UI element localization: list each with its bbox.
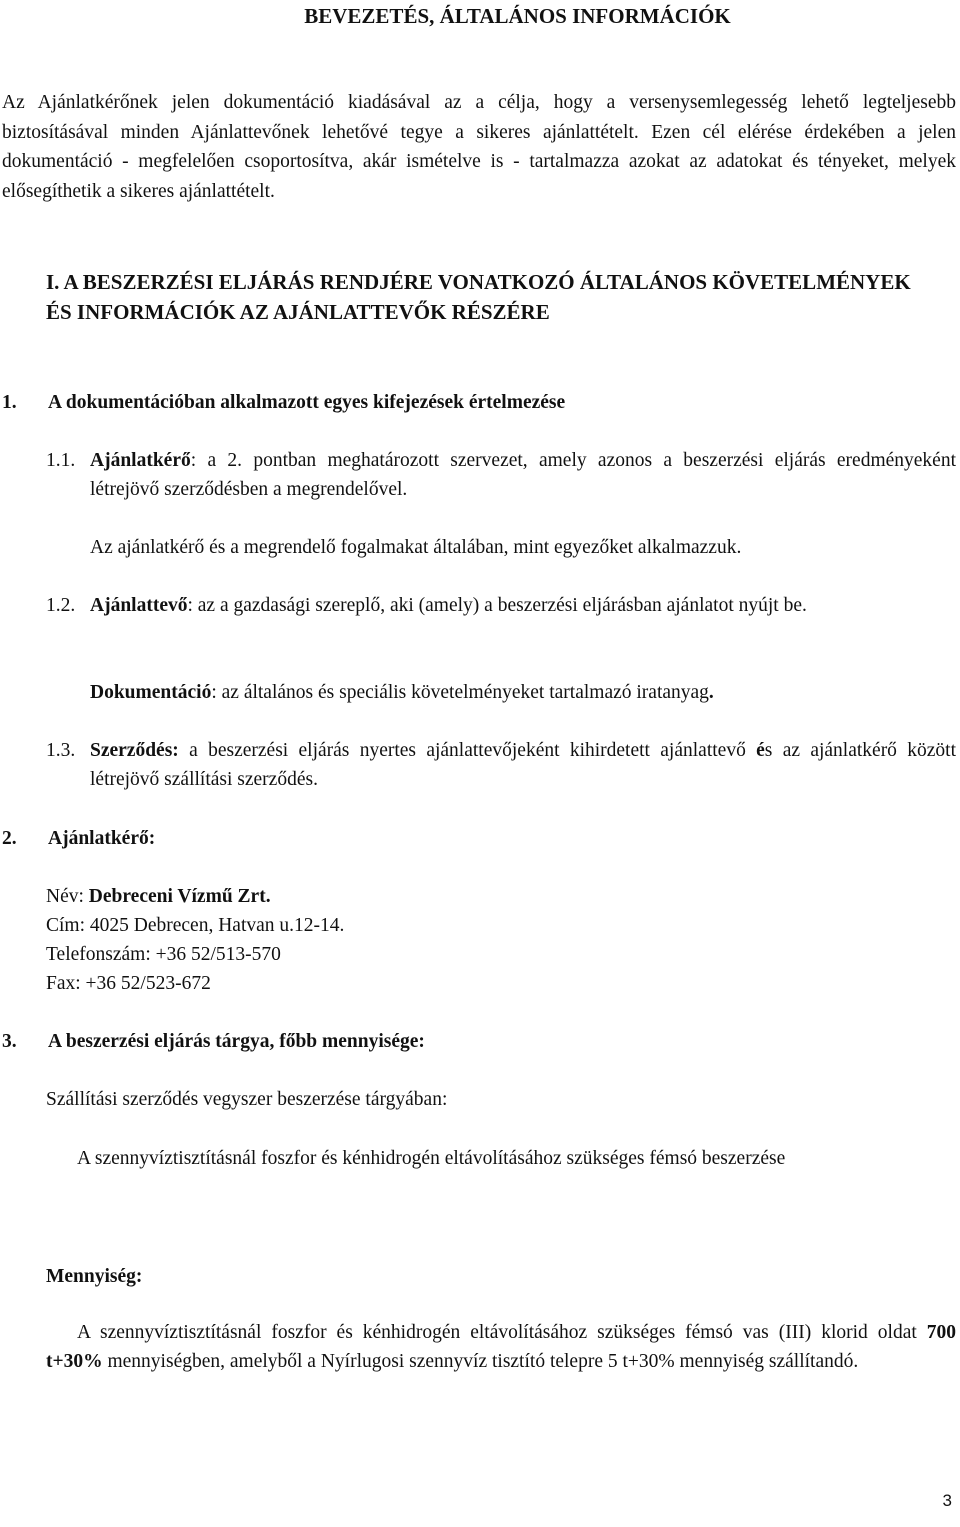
contact-name	[46, 882, 271, 911]
subject-text: A szennyvíztisztításnál foszfor és kénhidrogén eltávolításához szükséges fémsó beszerzése	[77, 1148, 786, 1169]
section-1-heading	[0, 388, 565, 417]
definition-1-3	[46, 736, 956, 794]
section-2-title: Ajánlatkérő:	[48, 828, 156, 849]
section-3-title: A beszerzési eljárás tárgya, főbb mennyisége:	[48, 1031, 425, 1052]
definition-1-3-term: Szerződés:	[90, 740, 179, 761]
contact-address: Cím: 4025 Debrecen, Hatvan u.12-14.	[46, 915, 345, 936]
definition-1-1-number: 1.1.	[46, 450, 76, 471]
definition-1-2-text: : az a gazdasági szereplő, aki (amely) a beszerzési eljárásban ajánlatot nyújt be.	[187, 595, 807, 616]
definition-dokumentacio	[90, 678, 956, 707]
definition-1-2-number: 1.2.	[46, 595, 76, 616]
quantity-amount: 700 t+30%	[46, 1322, 956, 1372]
definition-1-2	[46, 591, 956, 620]
contact-phone: Telefonszám: +36 52/513-570	[46, 944, 281, 965]
section-2-heading	[0, 824, 155, 853]
section-2-number: 2.	[2, 828, 17, 849]
dokumentacio-end: .	[708, 682, 714, 703]
quantity-text	[46, 1318, 956, 1376]
section-heading-I: I. A BESZERZÉSI ELJÁRÁS RENDJÉRE VONATKOZÓ ÁLTALÁNOS KÖVETELMÉNYEK ÉS INFORMÁCIÓK AZ AJÁNLATTEVŐK RÉSZÉRE	[46, 270, 911, 324]
quantity-text-a: A szennyvíztisztításnál foszfor és kénhidrogén eltávolításához szükséges fémsó vas (III) klorid oldat	[77, 1322, 927, 1343]
section-1-title: A dokumentációban alkalmazott egyes kifejezések értelmezése	[48, 392, 566, 413]
definition-1-2-term: Ajánlattevő	[90, 595, 188, 616]
definition-1-3-text-b: s az ajánlatkérő között létrejövő szállítási szerződés.	[90, 740, 956, 790]
section-3-number: 3.	[2, 1031, 17, 1052]
intro-paragraph: Az Ajánlatkérőnek jelen dokumentáció kiadásával az a célja, hogy a versenysemlegesség lehető legteljesebb biztosításával minden Ajánlattevőnek lehetővé tegye a sikeres ajánlattételt. Ezen cél elérése érdekében a jelen dokumentáció - megfelelően csoportosítva, akár ismételve is - tartalmazza azokat az adatokat és tényeket, melyek elősegíthetik a sikeres ajánlattételt.	[2, 92, 956, 202]
quantity-label: Mennyiség:	[46, 1266, 143, 1287]
section-3-heading	[0, 1027, 425, 1056]
contact-name-value: Debreceni Vízmű Zrt.	[88, 886, 271, 907]
definition-1-1-term: Ajánlatkérő	[90, 450, 191, 471]
dokumentacio-text: : az általános és speciális követelményeket tartalmazó iratanyag	[211, 682, 709, 703]
definition-1-1-text: : a 2. pontban meghatározott szervezet, amely azonos a beszerzési eljárás eredményeként létrejövő szerződésben a megrendelővel.	[90, 450, 956, 500]
definition-1-3-text-a: a beszerzési eljárás nyertes ajánlattevőjeként kihirdetett ajánlattevő	[178, 740, 757, 761]
document-title: BEVEZETÉS, ÁLTALÁNOS INFORMÁCIÓK	[304, 4, 731, 28]
definition-1-3-bold-letter: é	[756, 740, 765, 761]
contact-name-label: Név:	[46, 886, 89, 907]
dokumentacio-term: Dokumentáció	[90, 682, 212, 703]
subject-intro: Szállítási szerződés vegyszer beszerzése tárgyában:	[46, 1089, 448, 1110]
page-number: 3	[942, 1491, 952, 1510]
definition-1-3-number: 1.3.	[46, 740, 76, 761]
definition-1-1	[46, 446, 956, 504]
quantity-text-b: mennyiségben, amelyből a Nyírlugosi szennyvíz tisztító telepre 5 t+30% mennyiség szállítandó.	[102, 1351, 859, 1372]
section-1-number: 1.	[2, 392, 17, 413]
definition-1-1-note: Az ajánlatkérő és a megrendelő fogalmakat általában, mint egyezőket alkalmazzuk.	[90, 537, 742, 558]
contact-fax: Fax: +36 52/523-672	[46, 973, 211, 994]
